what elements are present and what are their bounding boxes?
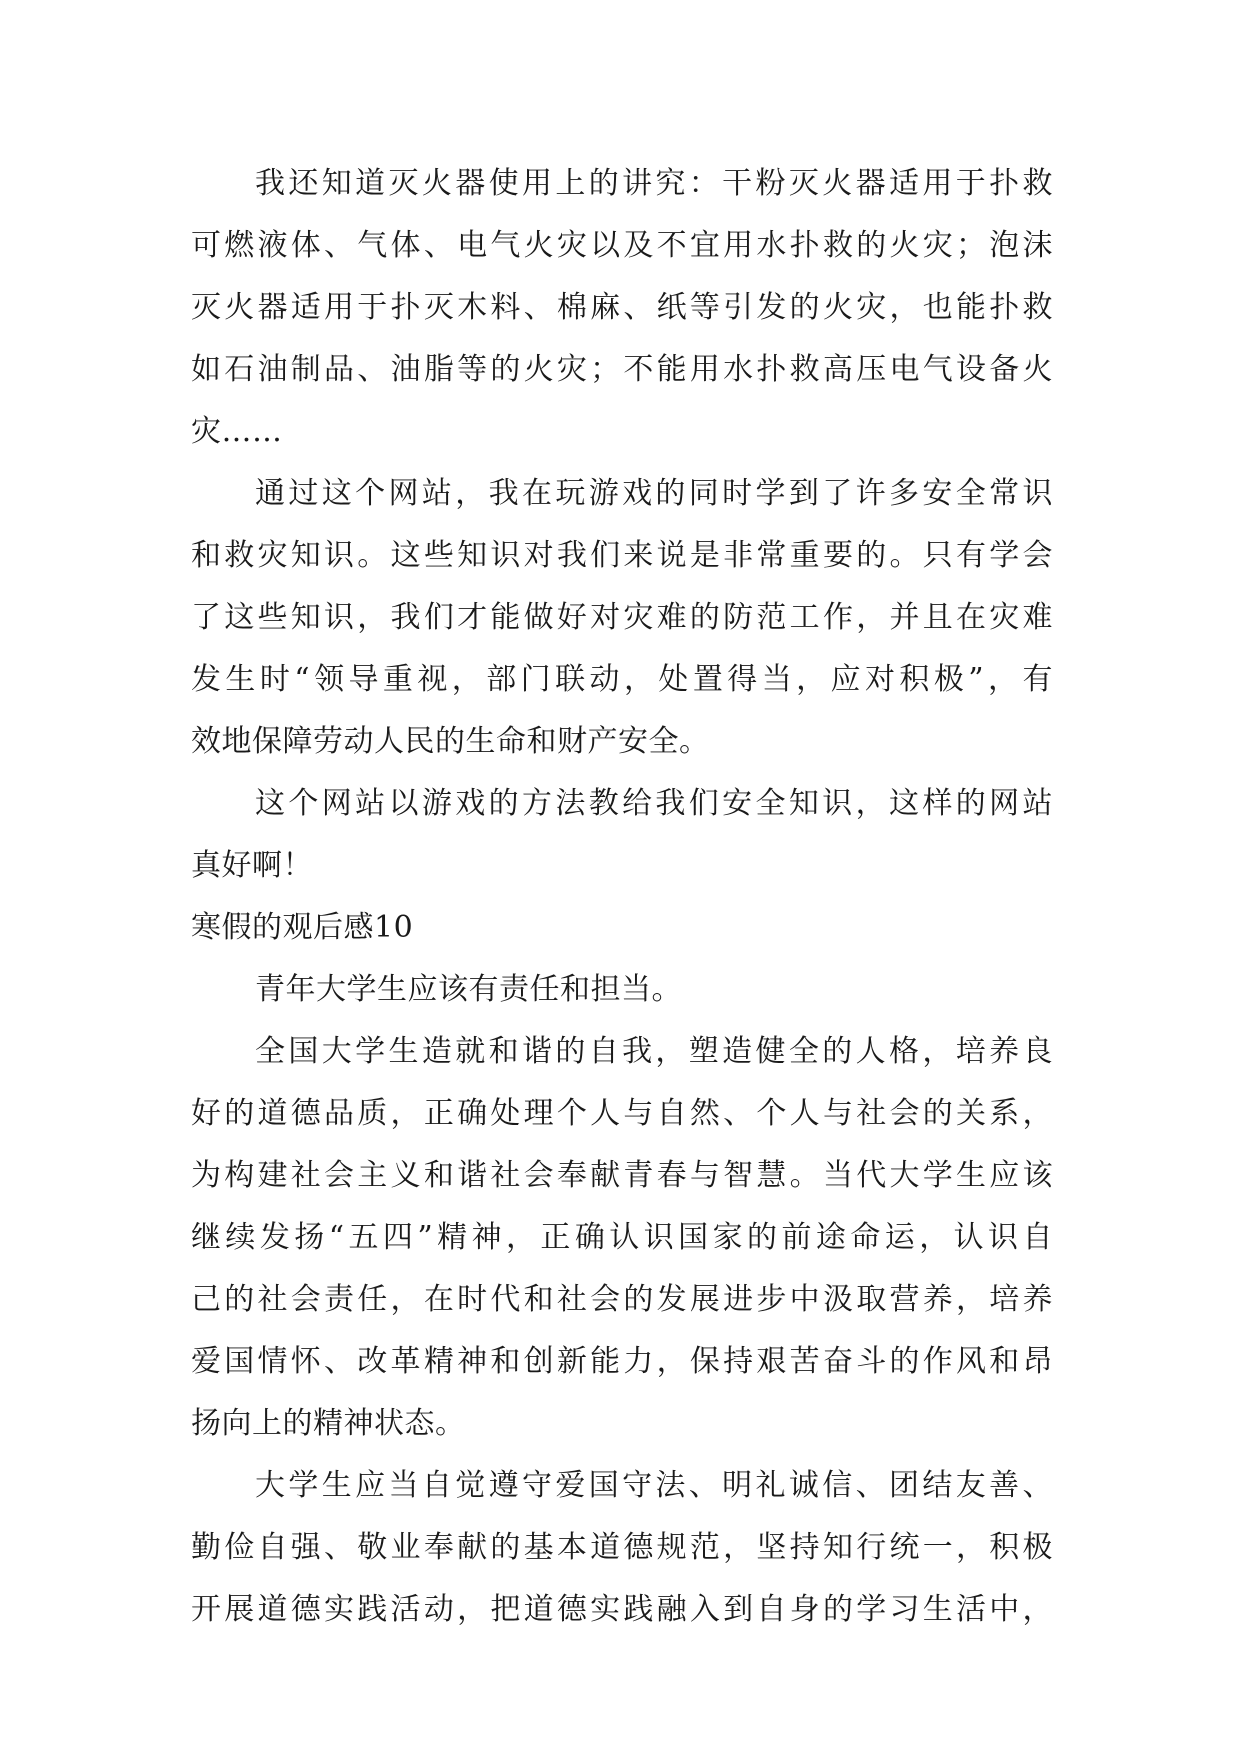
- document-page: [191, 153, 1053, 1641]
- paragraph-line: 效地保障劳动人民的生命和财产安全。: [191, 724, 710, 759]
- paragraph-line: 好的道德品质，正确处理个人与自然、个人与社会的关系，: [191, 1096, 1053, 1131]
- paragraph-line: 扬向上的精神状态。: [191, 1406, 466, 1441]
- paragraph-line: 灭火器适用于扑灭木料、棉麻、纸等引发的火灾，也能扑救: [191, 290, 1053, 325]
- paragraph-line: 爱国情怀、改革精神和创新能力，保持艰苦奋斗的作风和昂: [191, 1344, 1053, 1379]
- paragraph-line: 我还知道灭火器使用上的讲究：干粉灭火器适用于扑救: [255, 166, 1053, 201]
- paragraph-line: 了这些知识，我们才能做好对灾难的防范工作，并且在灾难: [191, 600, 1053, 635]
- paragraph-line: 这个网站以游戏的方法教给我们安全知识，这样的网站: [255, 786, 1053, 821]
- paragraph-line: 开展道德实践活动，把道德实践融入到自身的学习生活中，: [191, 1592, 1053, 1627]
- paragraph-line: 通过这个网站，我在玩游戏的同时学到了许多安全常识: [255, 476, 1053, 511]
- paragraph-line: 可燃液体、气体、电气火灾以及不宜用水扑救的火灾；泡沫: [191, 228, 1053, 263]
- paragraph-line: 和救灾知识。这些知识对我们来说是非常重要的。只有学会: [191, 538, 1053, 573]
- paragraph-line: 发生时“领导重视，部门联动，处置得当，应对积极”，有: [191, 662, 1053, 697]
- paragraph-line: 灾……: [191, 414, 283, 449]
- paragraph-line: 为构建社会主义和谐社会奉献青春与智慧。当代大学生应该: [191, 1158, 1053, 1193]
- paragraph-line: 如石油制品、油脂等的火灾；不能用水扑救高压电气设备火: [191, 352, 1053, 387]
- paragraph-line: 青年大学生应该有责任和担当。: [255, 972, 682, 1007]
- paragraph-line: 继续发扬“五四”精神，正确认识国家的前途命运，认识自: [191, 1220, 1053, 1255]
- section-heading: 寒假的观后感10: [191, 910, 414, 945]
- paragraph-line: 真好啊！: [191, 848, 313, 883]
- paragraph-line: 己的社会责任，在时代和社会的发展进步中汲取营养，培养: [191, 1282, 1053, 1317]
- paragraph-line: 勤俭自强、敬业奉献的基本道德规范，坚持知行统一，积极: [191, 1530, 1053, 1565]
- paragraph-line: 全国大学生造就和谐的自我，塑造健全的人格，培养良: [255, 1034, 1053, 1069]
- paragraph-line: 大学生应当自觉遵守爱国守法、明礼诚信、团结友善、: [255, 1468, 1053, 1503]
